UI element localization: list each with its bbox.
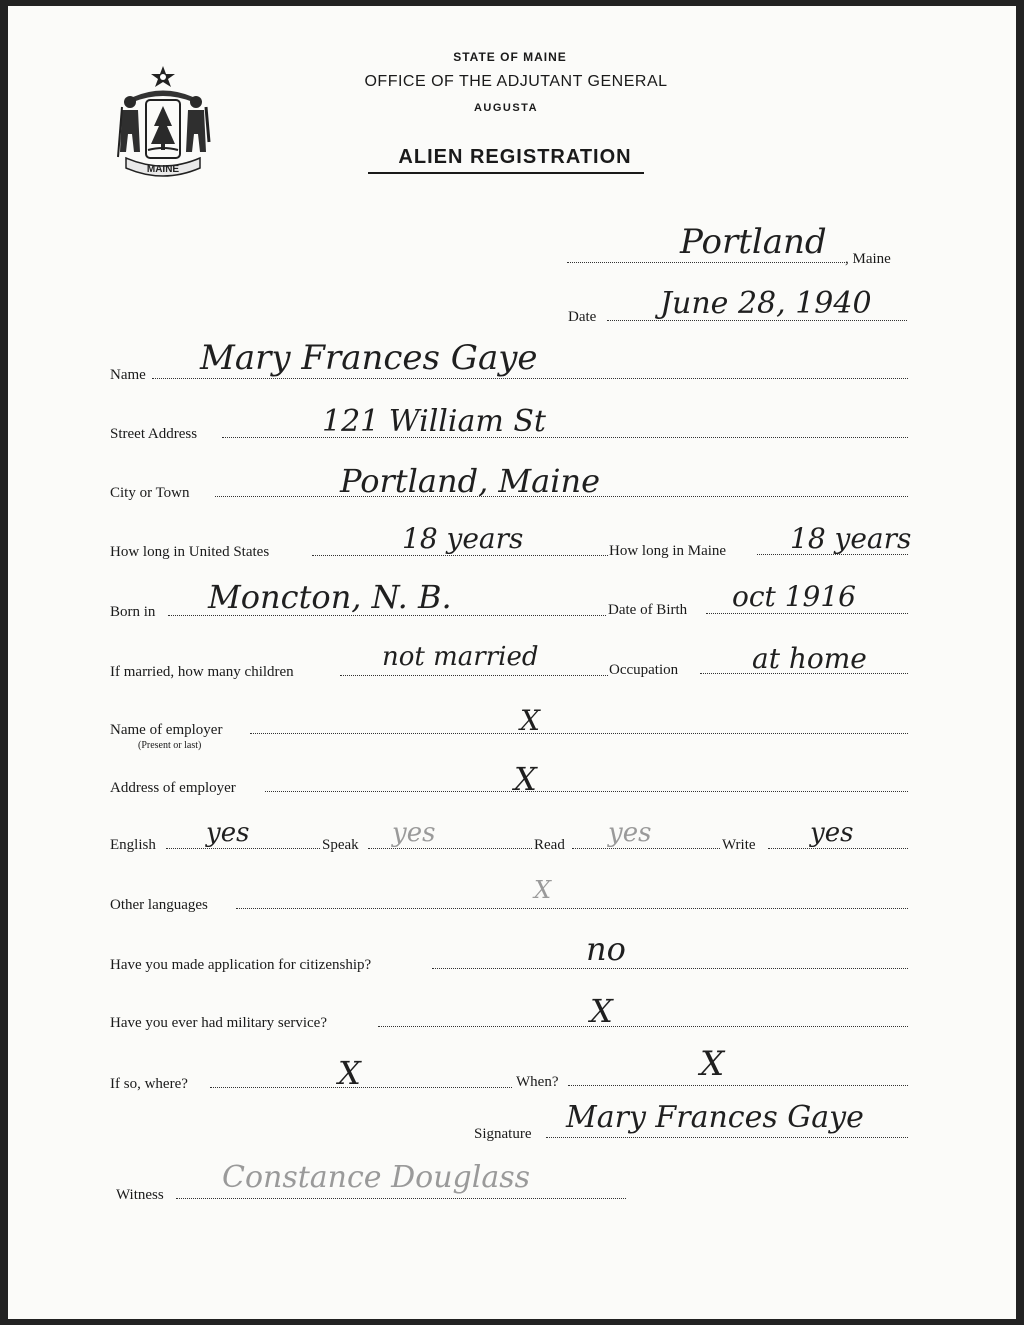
employer-label: Name of employer [110,722,223,738]
us-duration-label: How long in United States [110,544,270,560]
read-line [572,848,720,849]
military-label: Have you ever had military service? [110,1015,327,1031]
state-heading: STATE OF MAINE [453,50,567,64]
citizenship-entry: no [586,930,626,968]
children-entry: not married [382,642,539,672]
write-line [768,848,908,849]
when-line [568,1085,908,1086]
form-title: ALIEN REGISTRATION [398,146,632,168]
speak-entry: yes [392,818,436,848]
office-heading: OFFICE OF THE ADJUTANT GENERAL [364,73,668,90]
place-suffix-label: , Maine [845,251,891,267]
signature-label: Signature [474,1126,532,1142]
english-label: English [110,837,156,853]
witness-entry: Constance Douglass [222,1160,530,1195]
married-label: If married, how many children [110,664,294,680]
other-languages-line [236,908,908,909]
where-label: If so, where? [110,1076,188,1092]
name-label: Name [110,367,146,383]
english-line [166,848,320,849]
other-languages-label: Other languages [110,897,208,913]
name-entry: Mary Frances Gaye [200,338,538,378]
born-in-label: Born in [110,604,156,620]
city-label: City or Town [110,485,190,501]
title-underline [368,172,644,174]
dob-entry: oct 1916 [732,580,856,613]
employer-address-label: Address of employer [110,780,236,796]
write-entry: yes [810,818,854,848]
speak-label: Speak [322,837,359,853]
occupation-label: Occupation [609,662,679,678]
date-entry: June 28, 1940 [660,286,872,321]
read-label: Read [534,837,565,853]
name-line [152,378,908,379]
citizenship-line [432,968,908,969]
signature-line [546,1137,908,1138]
city-entry: Portland, Maine [340,462,601,500]
other-languages-entry: X [534,876,552,904]
maine-duration-entry: 18 years [790,522,912,555]
us-duration-line [312,555,608,556]
signature-entry: Mary Frances Gaye [566,1100,864,1135]
married-line [340,675,608,676]
witness-label: Witness [116,1187,164,1203]
dob-line [706,613,908,614]
city-heading: AUGUSTA [473,102,539,114]
dob-label: Date of Birth [608,602,688,618]
english-entry: yes [206,818,250,848]
street-entry: 121 William St [322,404,546,439]
read-entry: yes [608,818,652,848]
employer-entry: X [520,704,540,737]
write-label: Write [722,837,756,853]
employer-address-line [265,791,908,792]
employer-address-entry: X [514,760,537,798]
military-entry: X [590,992,613,1030]
witness-line [176,1198,626,1199]
street-label: Street Address [110,426,198,442]
employer-line [250,733,908,734]
speak-line [368,848,532,849]
where-line [210,1087,512,1088]
seal-text: MAINE [146,164,180,175]
when-entry: X [700,1044,725,1084]
maine-duration-label: How long in Maine [609,543,727,559]
us-duration-entry: 18 years [402,522,524,555]
where-entry: X [338,1054,361,1092]
born-in-entry: Moncton, N. B. [208,578,452,616]
employer-note: (Present or last) [138,740,202,751]
when-label: When? [516,1074,559,1090]
date-label: Date [568,309,597,325]
military-line [378,1026,908,1027]
place-entry: Portland [680,222,827,262]
citizenship-label: Have you made application for citizenship? [110,957,372,973]
occupation-entry: at home [752,642,867,675]
place-line [567,262,845,263]
